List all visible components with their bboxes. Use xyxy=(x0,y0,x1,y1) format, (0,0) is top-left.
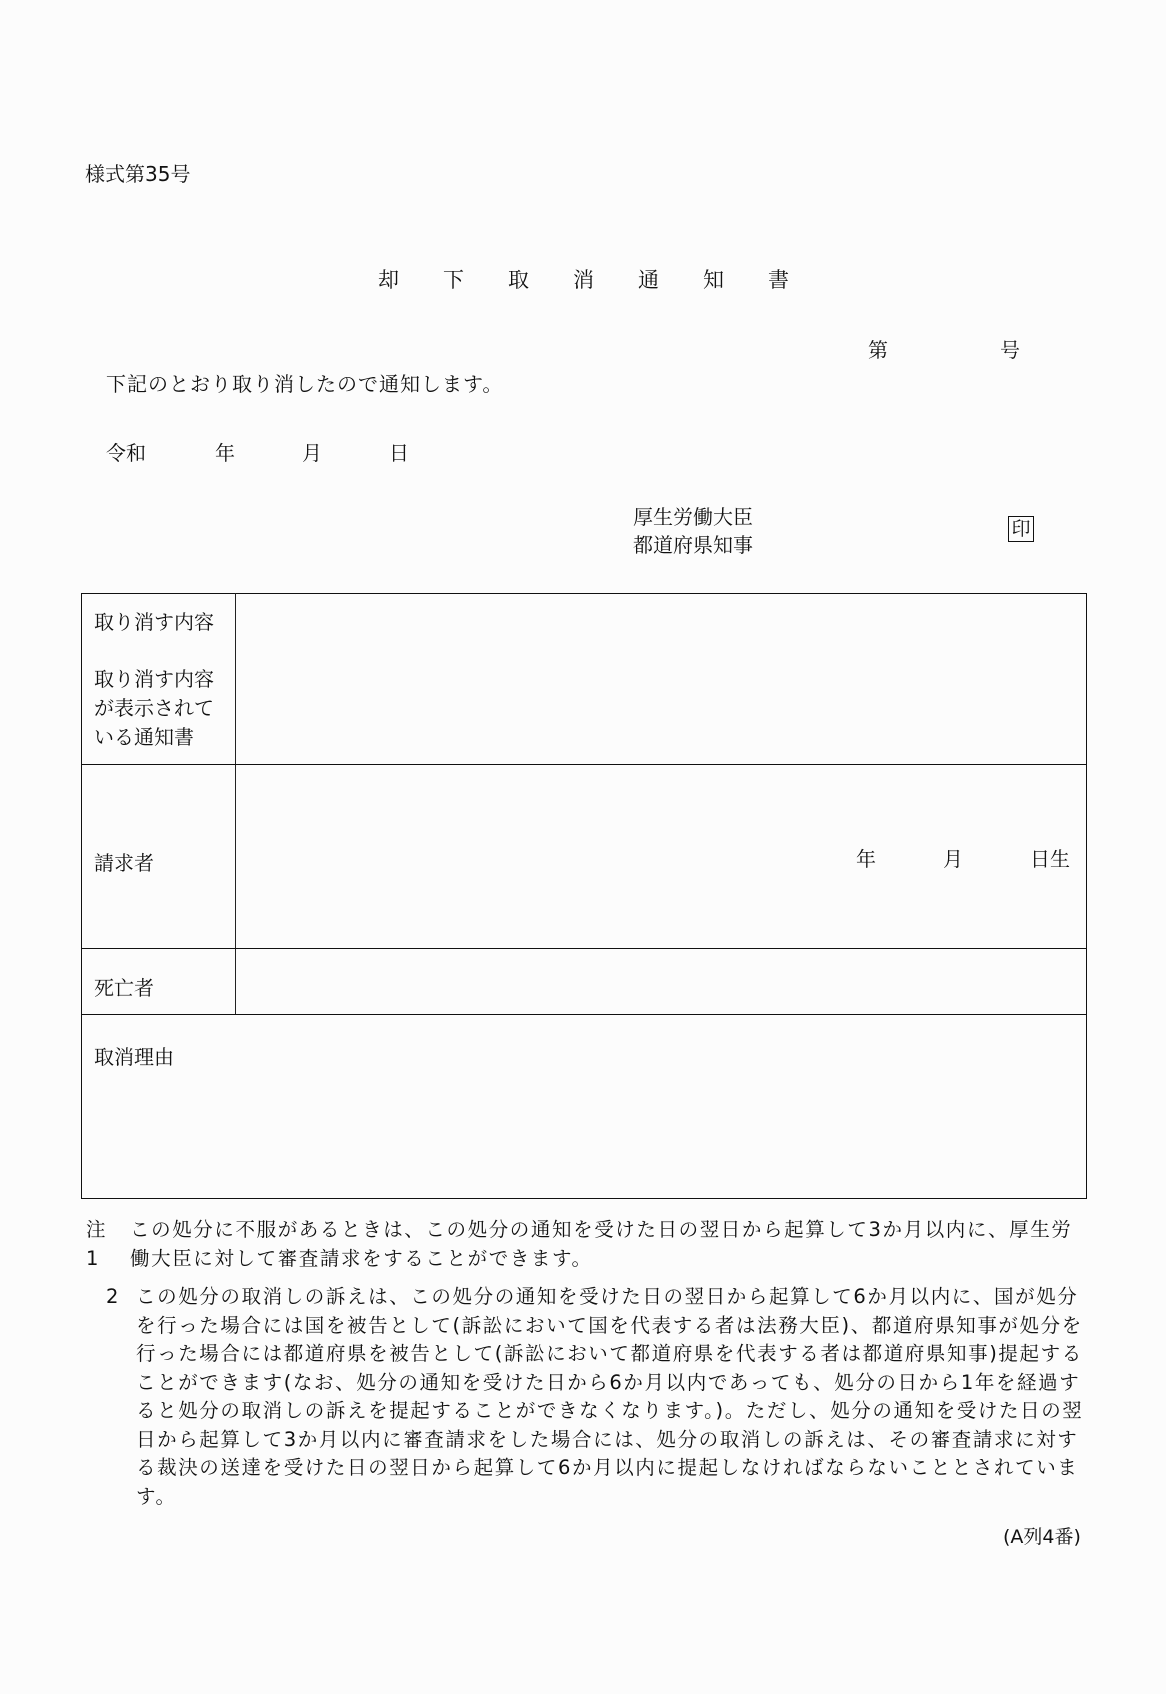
intro-text: 下記のとおり取り消したので通知します。 xyxy=(106,372,504,396)
title-char: 消 xyxy=(573,268,594,292)
document-title xyxy=(378,264,833,294)
date-year: 年 xyxy=(215,441,235,465)
title-char: 知 xyxy=(703,268,724,292)
claimant-field[interactable] xyxy=(236,765,1087,949)
label-cancel-content: 取り消す内容 xyxy=(94,610,214,634)
birth-year: 年 xyxy=(856,847,876,871)
note-number: 注1 xyxy=(86,1218,108,1270)
note-text: この処分に不服があるときは、この処分の通知を受けた日の翌日から起算して3か月以内に、厚生労働大臣に対して審査請求をすることができます。 xyxy=(130,1218,1073,1270)
label-notice-line2: が表示されて xyxy=(94,696,214,720)
note-number: 2 xyxy=(106,1285,121,1308)
note-text: この処分の取消しの訴えは、この処分の通知を受けた日の翌日から起算して6か月以内に、国が処分を行った場合には国を被告として(訴訟において国を代表する者は法務大臣)、都道府県知事が処分を行った場合には都道府県を被告として(訴訟において都道府県を代表する者は都道府県知事)提起することができます(なお、処分の通知を受けた日から6か月以内であっても、処分の日から1年を経過すると処分の取消しの訴えを提起することができなくなります。)。ただし、処分の通知を受けた日の翌日から起算して3か月以内に審査請求をした場合には、処分の取消しの訴えは、その審査請求に対する裁決の送達を受けた日の翌日から起算して6か月以内に提起しなければならないこととされています。 xyxy=(136,1285,1084,1508)
reason-field[interactable] xyxy=(82,1015,1087,1199)
issuer-minister: 厚生労働大臣 xyxy=(633,505,753,529)
document-number xyxy=(868,334,1020,363)
paper-size: (A列4番) xyxy=(1003,1526,1081,1548)
table-row xyxy=(82,949,1087,1015)
issuer xyxy=(633,503,753,559)
note-1 xyxy=(86,1216,1090,1273)
table-row xyxy=(82,765,1087,949)
claimant-label: 請求者 xyxy=(82,765,236,949)
birth-day: 日生 xyxy=(1030,847,1070,871)
label-notice-line3: いる通知書 xyxy=(94,725,194,749)
issuer-governor: 都道府県知事 xyxy=(633,533,753,557)
cancel-content-field[interactable] xyxy=(236,594,1087,765)
deceased-label: 死亡者 xyxy=(82,949,236,1015)
title-char: 下 xyxy=(443,268,464,292)
label-notice-line1: 取り消す内容 xyxy=(94,667,214,691)
birth-date xyxy=(236,765,1086,948)
title-char: 却 xyxy=(378,268,399,292)
seal-mark: 印 xyxy=(1008,516,1034,542)
table-row xyxy=(82,1015,1087,1199)
deceased-field[interactable] xyxy=(236,949,1087,1015)
date-era: 令和 xyxy=(106,441,146,465)
title-char: 通 xyxy=(638,268,659,292)
doc-number-suffix: 号 xyxy=(1000,338,1020,362)
notes xyxy=(86,1216,1090,1511)
date-month: 月 xyxy=(302,441,322,465)
birth-month: 月 xyxy=(943,847,963,871)
notice-form-table xyxy=(81,593,1087,1199)
title-char: 書 xyxy=(768,268,789,292)
form-number: 様式第35号 xyxy=(85,162,191,186)
note-2 xyxy=(86,1283,1090,1511)
table-row xyxy=(82,594,1087,765)
doc-number-prefix: 第 xyxy=(868,338,888,362)
cancel-content-label xyxy=(82,594,236,765)
reason-label: 取消理由 xyxy=(94,1045,174,1069)
title-char: 取 xyxy=(508,268,529,292)
date-day: 日 xyxy=(389,441,409,465)
